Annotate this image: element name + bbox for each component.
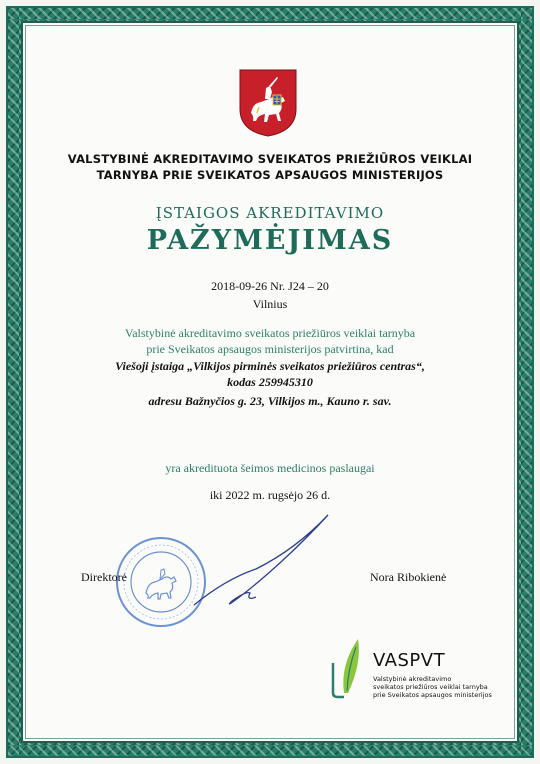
logo-description: [373, 675, 492, 699]
city: Vilnius: [252, 297, 288, 311]
accreditation-statement: yra akredituota šeimos medicinos paslaugai: [165, 461, 375, 475]
logo-name: VASPVT: [373, 650, 446, 671]
institution-code: kodas 259945310: [227, 375, 313, 389]
validity-date: iki 2022 m. rugsėjo 26 d.: [209, 488, 331, 502]
agency-line-1: VALSTYBINĖ AKREDITAVIMO SVEIKATOS PRIEŽIŪROS VEIKLAI: [67, 152, 473, 166]
issuer-line-1: Valstybinė akreditavimo sveikatos priežiūros veiklai tarnyba: [124, 326, 416, 340]
issuing-agency: [21, 151, 519, 183]
logo-desc-line-1: Valstybinė akreditavimo: [373, 675, 452, 683]
logo-desc-line-2: sveikatos priežiūros veiklai tarnyba: [373, 683, 488, 691]
document-title-line-1: ĮSTAIGOS AKREDITAVIMO: [155, 204, 385, 222]
agency-line-2: TARNYBA PRIE SVEIKATOS APSAUGOS MINISTERIJOS: [96, 168, 444, 182]
coat-of-arms-icon: [239, 69, 297, 137]
certificate-content: [21, 21, 519, 743]
vaspvt-logo-icon: [330, 635, 366, 699]
signatory-role: Direktorė: [81, 570, 127, 584]
signatory-name: Nora Ribokienė: [370, 570, 447, 584]
issuer-line-2: prie Sveikatos apsaugos ministerijos patvirtina, kad: [146, 342, 394, 356]
document-title-line-2: PAŽYMĖJIMAS: [146, 225, 394, 256]
date-and-number: 2018-09-26 Nr. J24 – 20: [211, 279, 329, 293]
handwritten-signature: [186, 509, 336, 619]
institution-name: Viešoji įstaiga „Vilkijos pirminės sveikatos priežiūros centras“,: [115, 359, 425, 373]
logo-desc-line-3: prie Sveikatos apsaugos ministerijos: [373, 691, 492, 699]
institution-address: adresu Bažnyčios g. 23, Vilkijos m., Kauno r. sav.: [148, 394, 392, 408]
